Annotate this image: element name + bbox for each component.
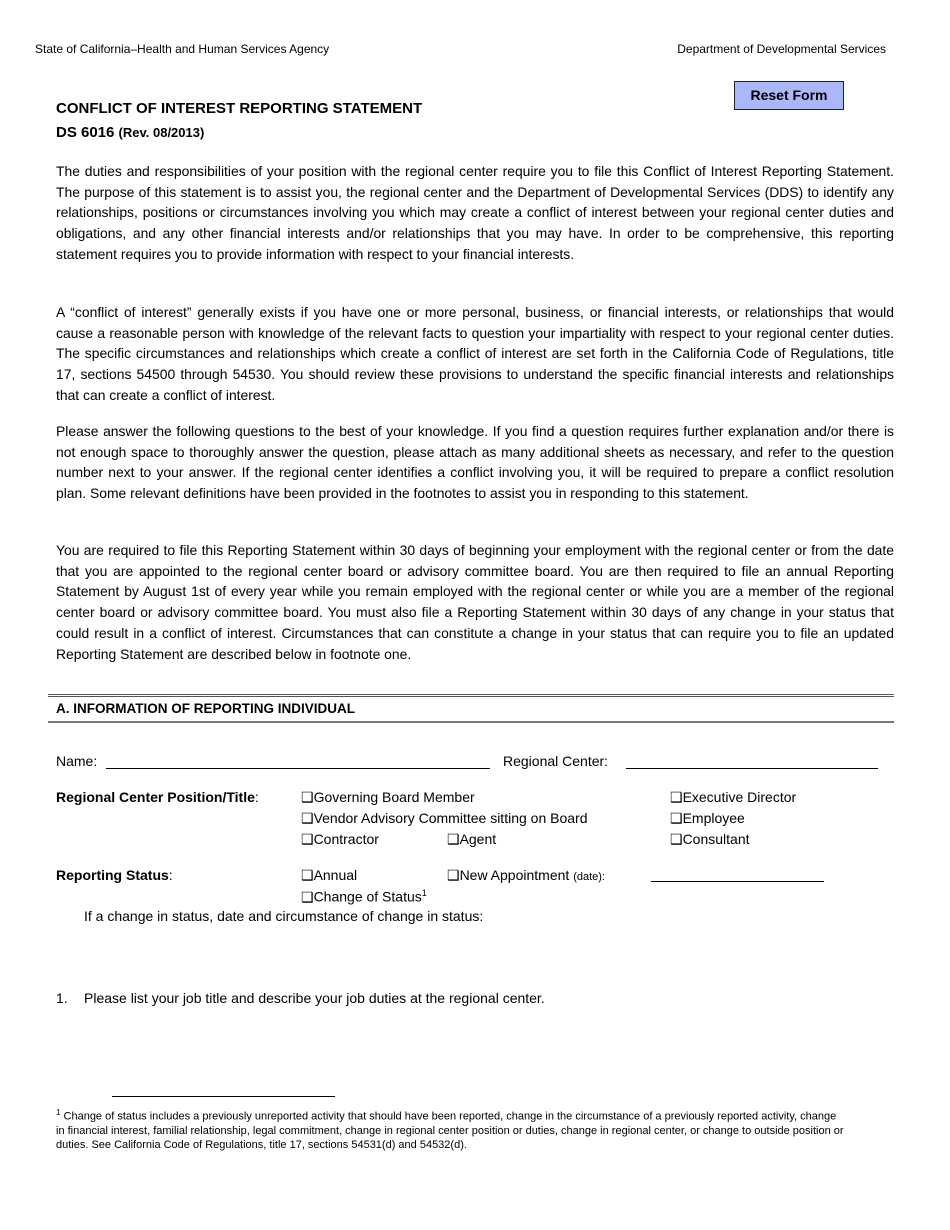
paragraph-filing: You are required to file this Reporting Statement within 30 days of beginning your employment with the regional center or from the date that you are appointed to the regional center board or advisory committee board. You are then required to file an annual Reporting Statement by August 1st of every year while you remain employed with the regional center or while you are a member of the regional center board or advisory committee board. You must also file a Reporting Statement within 30 days of any change in your status that could result in a conflict of interest. Circumstances that can constitute a change in your status that can require you to file an updated Reporting Statement are described below in footnote one. — [56, 542, 894, 662]
question-1-number: 1. — [56, 990, 68, 1006]
regional-center-label: Regional Center: — [503, 753, 609, 769]
section-a-title: A. INFORMATION OF REPORTING INDIVIDUAL — [56, 701, 355, 716]
regional-center-field[interactable] — [626, 768, 878, 769]
name-label: Name: — [56, 753, 98, 769]
footnote-divider — [112, 1096, 335, 1097]
agency-header: State of California–Health and Human Services Agency — [35, 42, 330, 56]
department-header: Department of Developmental Services — [677, 42, 886, 56]
reset-form-button[interactable]: Reset Form — [734, 81, 844, 110]
paragraph-instructions: Please answer the following questions to the best of your knowledge. If you find a question requires further explanation and/or there is not enough space to thoroughly answer the question, please attach as many additional sheets as necessary, and refer to the question number next to your answer. If the regional center identifies a conflict involving you, it will be required to prepare a conflict resolution plan. Some relevant definitions have been provided in the footnotes to assist you in responding to this statement. — [56, 423, 894, 502]
question-1-text: Please list your job title and describe your job duties at the regional center. — [84, 990, 545, 1006]
position-label: Regional Center Position/Title: — [56, 789, 259, 805]
footnote-1: $^1$ Change of status includes a previously unreported activity that should have been reported, change in the circumstance of a previously reported activity, change in financial interest, familial relationship, legal commitment, change in regional center position or duties, change in regional center, or change to outside position or duties. See California Code of Regulations, title 17, sections 54531(d) and 54532(d). — [56, 1108, 844, 1151]
reporting-status-label: Reporting Status: — [56, 867, 173, 883]
paragraph-definition: A “conflict of interest” generally exists if you have one or more personal, business, or financial interests, or relationships that would cause a reasonable person with knowledge of the relevant facts to question your impartiality with respect to your regional center duties. The specific circumstances and relationships which create a conflict of interest are set forth in the California Code of Regulations, title 17, sections 54500 through 54530. You should review these provisions to understand the specific financial interests and relationships that can create a conflict of interest. — [56, 304, 894, 403]
section-a-heading — [48, 694, 894, 723]
checkbox-employee[interactable]: ❑ Employee — [670, 810, 745, 827]
checkbox-new-appointment[interactable]: ❑ New Appointment (date): — [447, 867, 605, 884]
form-revision: (Rev. 08/2013) — [118, 125, 205, 140]
checkbox-annual[interactable]: ❑ Annual — [301, 867, 357, 884]
change-prompt: If a change in status, date and circumstance of change in status: — [84, 908, 484, 924]
form-title: CONFLICT OF INTEREST REPORTING STATEMENT — [56, 100, 423, 117]
checkbox-vendor-advisory-committee[interactable]: ❑ Vendor Advisory Committee sitting on Board — [301, 810, 587, 827]
name-field[interactable] — [106, 768, 490, 769]
checkbox-consultant[interactable]: ❑ Consultant — [670, 831, 750, 848]
checkbox-agent[interactable]: ❑ Agent — [447, 831, 496, 848]
paragraph-intro: The duties and responsibilities of your position with the regional center require you to file this Conflict of Interest Reporting Statement. The purpose of this statement is to assist you, the regional center and the Department of Developmental Services (DDS) to identify any relationships, positions or circumstances involving you which may create a conflict of interest between your regional center duties and obligations, and any other financial interests and/or relationships that you may have. In order to be comprehensive, this reporting statement requires you to provide information with respect to your financial interests. — [56, 163, 894, 262]
checkbox-change-of-status[interactable]: ❑ Change of Status$^1$ — [301, 888, 427, 906]
form-id: DS 6016 — [56, 124, 115, 141]
appointment-date-field[interactable] — [651, 881, 824, 882]
form-number — [56, 124, 204, 141]
checkbox-governing-board-member[interactable]: ❑ Governing Board Member — [301, 789, 475, 806]
checkbox-executive-director[interactable]: ❑ Executive Director — [670, 789, 796, 806]
checkbox-contractor[interactable]: ❑ Contractor — [301, 831, 379, 848]
